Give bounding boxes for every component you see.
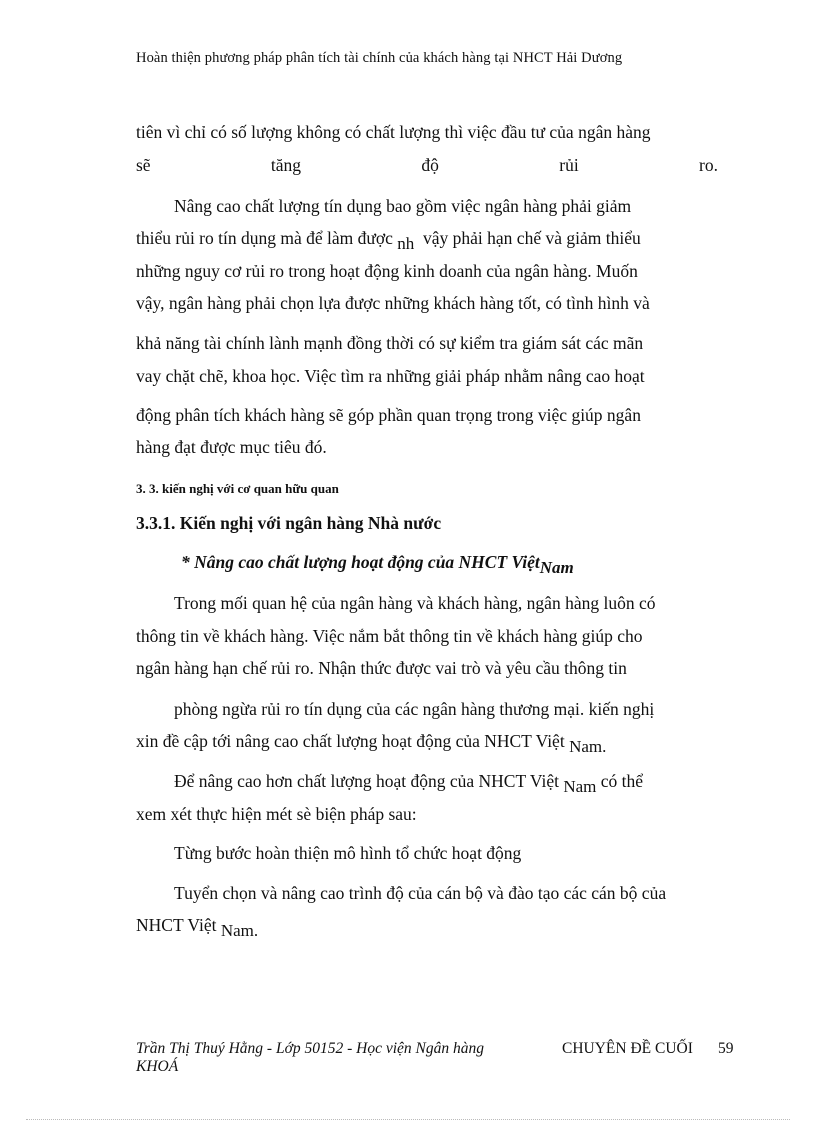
- text-line: Nâng cao chất lượng tín dụng bao gồm việc ngân hàng phải giảm: [174, 196, 632, 216]
- text-line: Từng bước hoàn thiện mô hình tổ chức hoạt động: [174, 843, 522, 863]
- text-line: vay chặt chẽ, khoa học. Việc tìm ra những giải pháp nhằm nâng cao hoạt: [136, 366, 645, 386]
- text-line: Tuyển chọn và nâng cao trình độ của cán bộ và đào tạo các cán bộ của: [174, 883, 667, 903]
- word: sẽ: [136, 155, 151, 175]
- text-line: động phân tích khách hàng sẽ góp phần quan trọng trong việc giúp ngân: [136, 405, 641, 425]
- text-line-justified: [136, 155, 718, 176]
- text-line: hàng đạt được mục tiêu đó.: [136, 437, 327, 457]
- text-line: NHCT Việt Nam.: [136, 915, 259, 940]
- text-line: thiểu rủi ro tín dụng mà để làm được nh vậy phải hạn chế và giảm thiểu: [136, 228, 641, 253]
- page-number: 59: [718, 1040, 734, 1057]
- text-line: Để nâng cao hơn chất lượng hoạt động của NHCT Việt Nam có thể: [174, 771, 644, 796]
- text-line: xin đề cập tới nâng cao chất lượng hoạt động của NHCT Việt Nam.: [136, 731, 607, 756]
- running-header: Hoàn thiện phương pháp phân tích tài chính của khách hàng tại NHCT Hải Dương: [136, 50, 623, 66]
- word: rủi: [559, 155, 579, 175]
- text-line: phòng ngừa rủi ro tín dụng của các ngân hàng thương mại. kiến nghị: [174, 699, 655, 719]
- footer-dotted-rule: [26, 1119, 790, 1120]
- footer-label: CHUYÊN ĐỀ CUỐI: [562, 1040, 693, 1057]
- footer-author: Trần Thị Thuý Hằng - Lớp 50152 - Học viện Ngân hàng KHOÁ: [136, 1040, 484, 1075]
- section-heading: 3.3.1. Kiến nghị với ngân hàng Nhà nước: [136, 513, 442, 533]
- word: tăng: [270, 155, 302, 175]
- text-line: ngân hàng hạn chế rủi ro. Nhận thức được vai trò và yêu cầu thông tin: [136, 658, 627, 678]
- text-line: những nguy cơ rủi ro trong hoạt động kinh doanh của ngân hàng. Muốn: [136, 261, 638, 281]
- section-label: 3. 3. kiến nghị với cơ quan hữu quan: [136, 481, 339, 496]
- sub-heading: * Nâng cao chất lượng hoạt động của NHCT ViệtNam: [181, 552, 574, 577]
- text-line: vậy, ngân hàng phải chọn lựa được những khách hàng tốt, có tình hình và: [136, 293, 650, 313]
- text-line: khả năng tài chính lành mạnh đồng thời có sự kiểm tra giám sát các mãn: [136, 333, 644, 353]
- text-line: tiên vì chỉ có số lượng không có chất lượng thì việc đầu tư của ngân hàng: [136, 122, 651, 142]
- text-line: thông tin về khách hàng. Việc nắm bắt thông tin về khách hàng giúp cho: [136, 626, 643, 646]
- text-line: Trong mối quan hệ của ngân hàng và khách hàng, ngân hàng luôn có: [174, 593, 656, 613]
- text-line: xem xét thực hiện mét sè biện pháp sau:: [136, 804, 417, 824]
- word: độ: [421, 155, 439, 175]
- word: ro.: [699, 155, 718, 175]
